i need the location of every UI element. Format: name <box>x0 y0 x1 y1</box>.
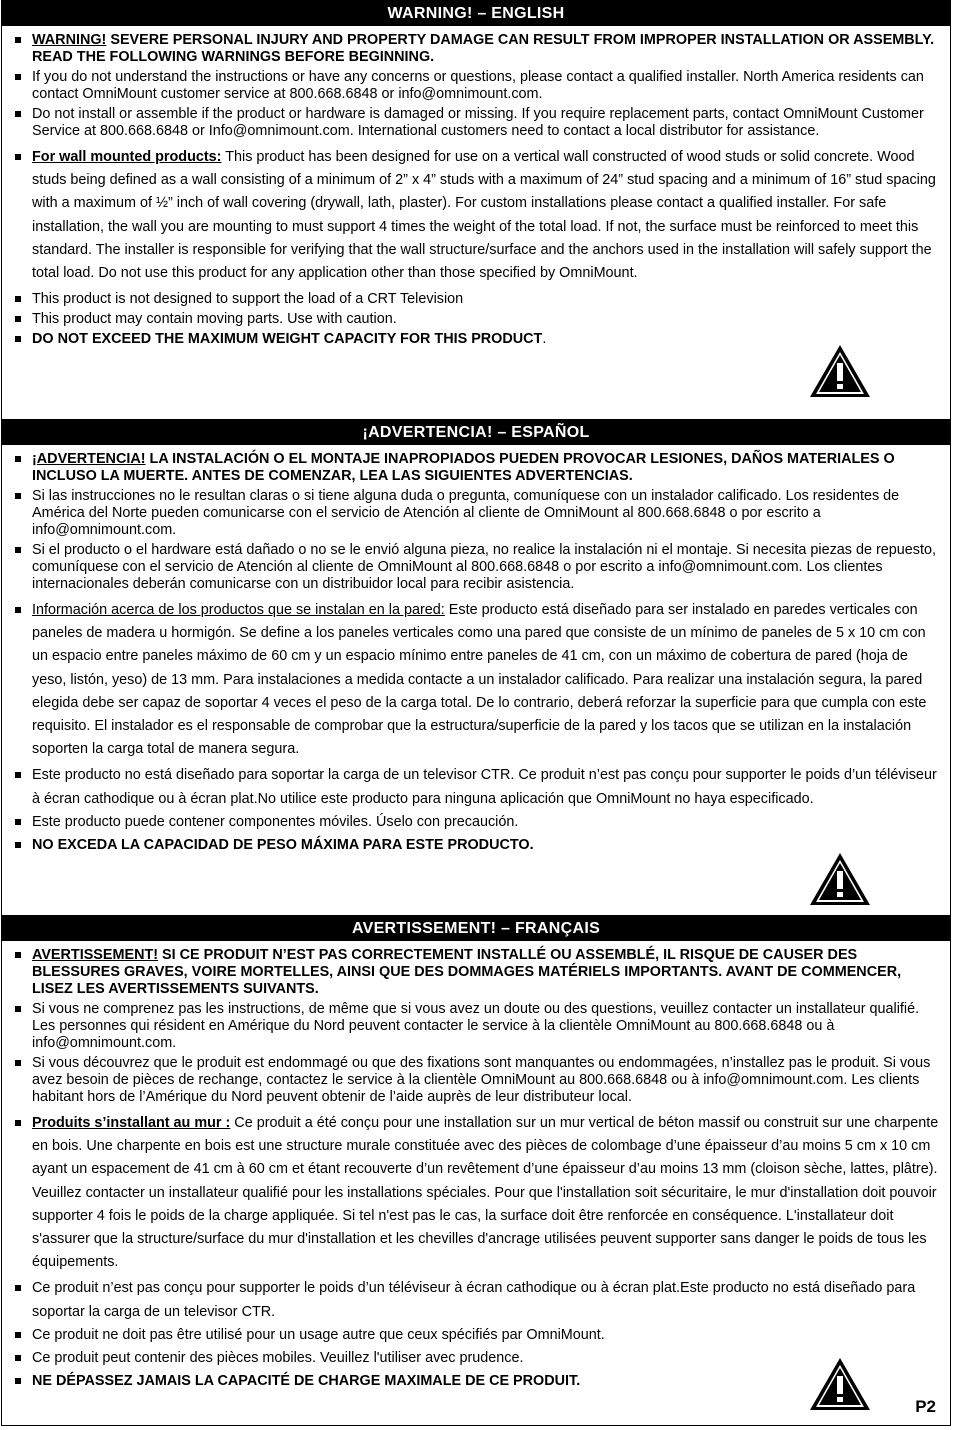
wall-text: Este producto está diseñado para ser instalado en paredes verticales con paneles de madera u hormigón. Se define a los paneles verticales como una pared que consiste de un mínimo de paneles de 5 x 10 cm con un espacio entre paneles máximo de 60 cm y un espacio mínimo entre paneles de 41 cm, con un máximo de cobertura de pared (hoja de yeso, listón, yeso) de 13 mm. Para instalaciones a medida contacte a un instalador calificado. Para realizar una instalación segura, la pared elegida debe ser capaz de soportar 4 veces el peso de la carga total. De lo contrario, deberá reforzar la superficie para que cumpla con este requisito. El instalador es el responsable de comprobar que la estructura/superficie de la pared y los tacos que se utilizan en la instalación soporten la carga total de manera segura. <box>32 602 927 758</box>
wall-lead: For wall mounted products: <box>32 149 222 165</box>
section-header-english: WARNING! – ENGLISH <box>2 1 950 26</box>
section-francais <box>2 941 950 1425</box>
wall-mount-info <box>12 1112 942 1274</box>
warning-page <box>1 0 951 1426</box>
warning-text: LA INSTALACIÓN O EL MONTAJE INAPROPIADOS PUEDEN PROVOCAR LESIONES, DAÑOS MATERIALES O INCLUSO LA MUERTE. ANTES DE COMENZAR, LEA LAS SIGUIENTES ADVERTENCIAS. <box>32 451 895 484</box>
page-number: P2 <box>915 1397 936 1416</box>
main-warning <box>12 947 942 998</box>
weight-capacity-end: . <box>542 331 547 348</box>
warning-text: SI CE PRODUIT N’EST PAS CORRECTEMENT INSTALLÉ OU ASSEMBLÉ, IL RISQUE DE CAUSER DES BLESSURES GRAVES, VOIRE MORTELLES, AINSI QUE DES DOMMAGES MATÉRIELS IMPORTANTS. AVANT DE COMMENCER, LISEZ LES AVERTISSEMENTS SUIVANTS. <box>32 947 902 997</box>
damaged-parts: Si vous découvrez que le produit est endommagé ou que des fixations sont manquantes ou endommagées, n’installez pas le produit. Si vous avez besoin de pièces de rechange, contactez le service à la clientèle OmniMount au 800.668.6848 ou à info@omnimount.com. Les clients habitant hors de l’Amérique du Nord peuvent obtenir de l’aide auprès de leur distributeur local. <box>12 1055 942 1106</box>
damaged-parts: Do not install or assemble if the product or hardware is damaged or missing. If you require replacement parts, contact OmniMount Customer Service at 800.668.6848 or Info@omnimount.com. International customers need to contact a local distributor for assistance. <box>12 106 942 140</box>
weight-capacity: NE DÉPASSEZ JAMAIS LA CAPACITÉ DE CHARGE MAXIMALE DE CE PRODUIT. <box>12 1373 942 1390</box>
contact-installer: Si las instrucciones no le resultan claras o si tiene alguna duda o pregunta, comuníquese con un instalador calificado. Los residentes de América del Norte pueden comunicarse con el servicio de Atención al cliente de OmniMount al 800.668.6848 o por escrito a info@omnimount.com. <box>12 488 942 539</box>
crt-note: Ce produit n’est pas conçu pour supporter le poids d’un téléviseur à écran cathodique ou à écran plat.Este producto no está diseñado para soportar la carga de un televisor CTR. <box>12 1277 942 1323</box>
usage-note: Ce produit ne doit pas être utilisé pour un usage autre que ceux spécifiés par OmniMount. <box>12 1327 942 1344</box>
wall-lead: Información acerca de los productos que se instalan en la pared: <box>32 602 445 618</box>
warning-text: SEVERE PERSONAL INJURY AND PROPERTY DAMAGE CAN RESULT FROM IMPROPER INSTALLATION OR ASSEMBLY. READ THE FOLLOWING WARNINGS BEFORE BEGINNING. <box>32 32 935 65</box>
warning-lead: ¡ADVERTENCIA! <box>32 451 146 467</box>
moving-parts: This product may contain moving parts. Use with caution. <box>12 311 942 328</box>
warning-triangle-icon <box>808 343 872 399</box>
section-espanol <box>2 445 950 915</box>
wall-mount-info <box>12 146 942 285</box>
contact-installer: If you do not understand the instructions or have any concerns or questions, please contact a qualified installer. North America residents can contact OmniMount customer service at 800.668.6848 or info@omnimount.com. <box>12 69 942 103</box>
contact-installer: Si vous ne comprenez pas les instructions, de même que si vous avez un doute ou des questions, veuillez contacter un installateur qualifié. Les personnes qui résident en Amérique du Nord peuvent contacter le service à la clientèle OmniMount au 800.668.6848 ou à info@omnimount.com. <box>12 1001 942 1052</box>
wall-mount-info <box>12 599 942 761</box>
wall-text: Ce produit a été conçu pour une installation sur un mur vertical de béton massif ou construit sur une charpente en bois. Une charpente en bois est une structure murale constituée avec des pièces de colombage d’une épaisseur d’au moins 5 cm x 10 cm ayant un espacement de 41 cm à 60 cm et étant recouverte d’un revêtement d’une épaisseur d’au moins 13 mm (cloison sèche, lattes, plâtre). Veuillez contacter un installateur qualifié pour les installations spéciales. Pour que l'installation soit sécuritaire, le mur d'installation doit pouvoir supporter 4 fois le poids de la charge appliquée. Si tel n'est pas le cas, la surface doit être renforcée en conséquence. L'installateur doit s'assurer que la structure/surface du mur d'installation et les chevilles d'ancrage utilisées peuvent supporter sans danger le poids de tous les équipements. <box>32 1115 939 1271</box>
damaged-parts: Si el producto o el hardware está dañado o no se le envió alguna pieza, no realice la instalación ni el montaje. Si necesita piezas de repuesto, comuníquese con el servicio de Atención al cliente de OmniMount al 800.668.6848 o por escrito a info@omnimount.com. Los clientes internacionales deberán comunicarse con un distribuidor local para recibir asistencia. <box>12 542 942 593</box>
wall-lead: Produits s’installant au mur : <box>32 1115 231 1131</box>
main-warning <box>12 451 942 485</box>
section-header-espanol: ¡ADVERTENCIA! – ESPAÑOL <box>2 419 950 445</box>
weight-capacity: NO EXCEDA LA CAPACIDAD DE PESO MÁXIMA PARA ESTE PRODUCTO. <box>12 837 942 854</box>
moving-parts: Ce produit peut contenir des pièces mobiles. Veuillez l'utiliser avec prudence. <box>12 1350 942 1367</box>
weight-capacity-text: DO NOT EXCEED THE MAXIMUM WEIGHT CAPACITY FOR THIS PRODUCT <box>32 331 543 348</box>
section-english <box>2 26 950 419</box>
warning-triangle-icon <box>808 1356 872 1412</box>
main-warning <box>12 32 942 66</box>
crt-note: This product is not designed to support the load of a CRT Television <box>12 291 942 308</box>
moving-parts: Este producto puede contener componentes móviles. Úselo con precaución. <box>12 814 942 831</box>
weight-capacity <box>12 331 942 348</box>
section-header-francais: AVERTISSEMENT! – FRANÇAIS <box>2 915 950 941</box>
warning-triangle-icon <box>808 851 872 907</box>
warning-lead: AVERTISSEMENT! <box>32 947 159 963</box>
wall-text: This product has been designed for use on a vertical wall constructed of wood studs or solid concrete. Wood studs being defined as a wall consisting of a minimum of 2” x 4” studs with a maximum of 24” stud spacing and a minimum of 16” stud spacing with a maximum of ½” inch of wall covering (drywall, lath, plaster). For custom installations please contact a qualified installer. For safe installation, the wall you are mounting to must support 4 times the weight of the total load. If not, the surface must be reinforced to meet this standard. The installer is responsible for verifying that the wall structure/surface and the anchors used in the installation will safely support the total load. Do not use this product for any application other than those specified by OmniMount. <box>32 149 936 282</box>
crt-note: Este producto no está diseñado para soportar la carga de un televisor CTR. Ce produit n’est pas conçu pour supporter le poids d’un téléviseur à écran cathodique ou à écran plat.No utilice este producto para ninguna aplicación que OmniMount no haya especificado. <box>12 764 942 810</box>
warning-lead: WARNING! <box>32 32 107 48</box>
